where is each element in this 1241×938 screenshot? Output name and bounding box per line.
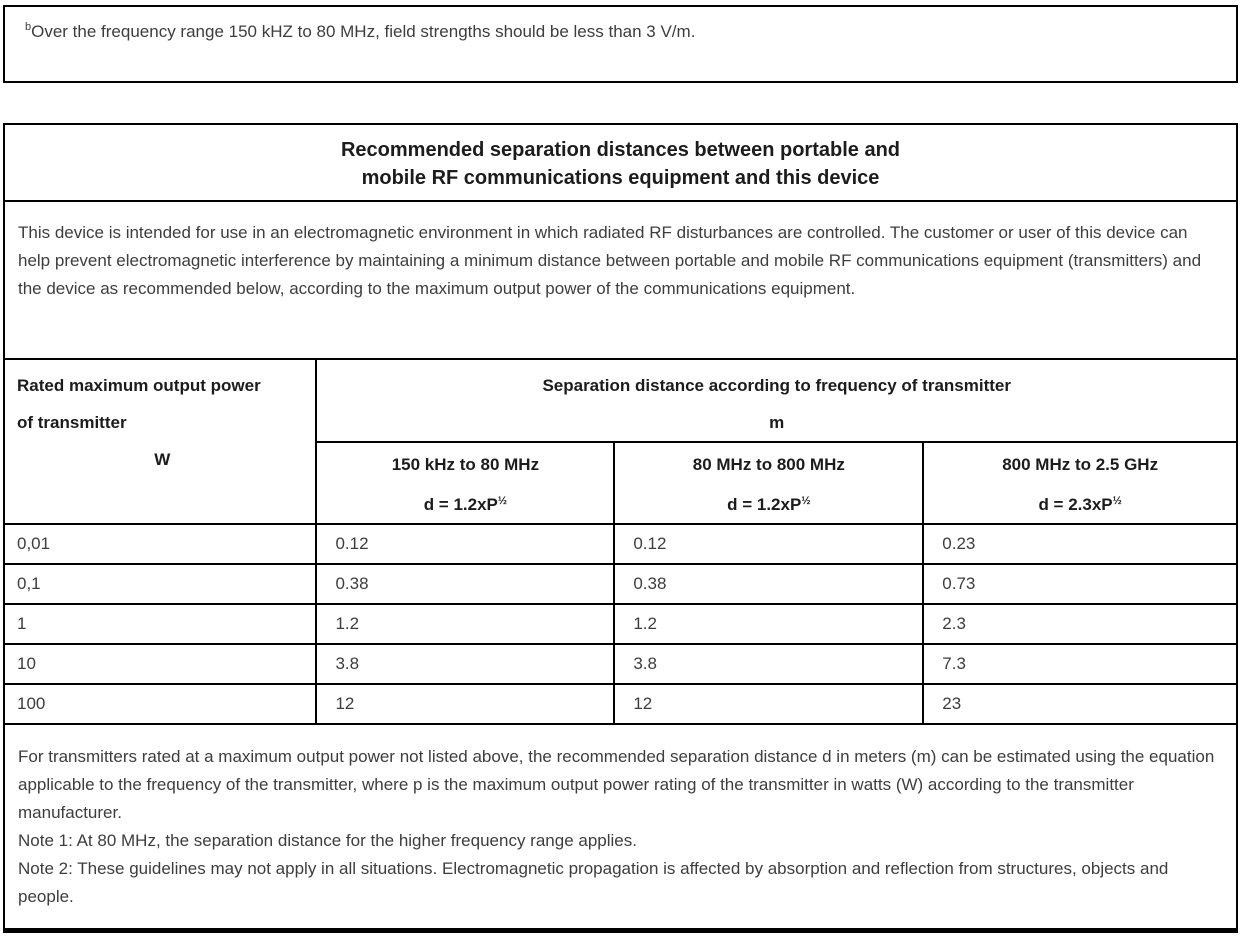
footer-note1: Note 1: At 80 MHz, the separation distance for the higher frequency range applies. bbox=[18, 831, 637, 850]
separation-distance-table bbox=[3, 123, 1238, 933]
header-separation-label: Separation distance according to frequency of transmitter bbox=[542, 376, 1011, 395]
header-separation-unit: m bbox=[769, 413, 785, 432]
table-row bbox=[5, 604, 1236, 644]
distance-cell: 0.12 bbox=[316, 524, 614, 564]
footer-paragraph: For transmitters rated at a maximum output power not listed above, the recommended separation distance d in meters (m) can be estimated using the equation applicable to the frequency of the transmitter, where p is the maximum output power rating of the transmitter in watts (W) according to the transmitter manufacturer. bbox=[18, 747, 1215, 822]
distance-cell: 1.2 bbox=[316, 604, 614, 644]
header-band-150khz-80mhz bbox=[316, 442, 614, 524]
header-separation-distance bbox=[316, 359, 1236, 442]
header-band-80mhz-800mhz bbox=[614, 442, 923, 524]
header-row-1 bbox=[5, 359, 1236, 442]
band-range: 150 kHz to 80 MHz bbox=[391, 455, 540, 474]
table-title-line2: mobile RF communications equipment and this device bbox=[361, 167, 880, 189]
formula-exponent: ½ bbox=[1112, 495, 1122, 507]
header-rated-power-line2: of transmitter bbox=[17, 413, 127, 432]
header-rated-power-unit: W bbox=[154, 450, 171, 469]
formula-base: d = 2.3xP bbox=[1038, 495, 1113, 514]
table-row bbox=[5, 524, 1236, 564]
distance-cell: 2.3 bbox=[923, 604, 1236, 644]
table-row bbox=[5, 644, 1236, 684]
band-formula bbox=[924, 483, 1236, 523]
table-row bbox=[5, 564, 1236, 604]
formula-exponent: ½ bbox=[497, 495, 508, 507]
table-title bbox=[5, 125, 1236, 202]
footnote-body: Over the frequency range 150 kHZ to 80 MHz, field strengths should be less than 3 V/m. bbox=[31, 22, 696, 41]
distance-cell: 3.8 bbox=[614, 644, 923, 684]
distance-cell: 0.38 bbox=[614, 564, 923, 604]
distance-cell: 3.8 bbox=[316, 644, 614, 684]
band-range: 800 MHz to 2.5 GHz bbox=[1002, 455, 1159, 474]
power-cell: 0,1 bbox=[5, 564, 316, 604]
footnote-text bbox=[25, 22, 695, 41]
power-cell: 0,01 bbox=[5, 524, 316, 564]
distance-cell: 0.38 bbox=[316, 564, 614, 604]
distance-cell: 7.3 bbox=[923, 644, 1236, 684]
table-row bbox=[5, 684, 1236, 724]
header-rated-power-line1: Rated maximum output power bbox=[17, 376, 261, 395]
intro-paragraph: This device is intended for use in an electromagnetic environment in which radiated RF disturbances are controlled. The customer or user of this device can help prevent electromagnetic interference by maintaining a minimum distance between portable and mobile RF communications equipment (transmitters) and the device as recommended below, according to the maximum output power of the communications equipment. bbox=[18, 223, 1202, 298]
distance-cell: 12 bbox=[614, 684, 923, 724]
power-cell: 1 bbox=[5, 604, 316, 644]
footer-note2: Note 2: These guidelines may not apply in all situations. Electromagnetic propagation is affected by absorption and reflection from structures, objects and people. bbox=[18, 859, 1169, 906]
formula-base: d = 1.2xP bbox=[423, 495, 498, 514]
distance-table bbox=[5, 358, 1236, 725]
band-formula bbox=[317, 483, 613, 523]
footnote-superscript: b bbox=[25, 21, 32, 33]
distance-cell: 23 bbox=[923, 684, 1236, 724]
distance-cell: 0.12 bbox=[614, 524, 923, 564]
power-cell: 100 bbox=[5, 684, 316, 724]
formula-base: d = 1.2xP bbox=[727, 495, 802, 514]
table-title-line1: Recommended separation distances between portable and bbox=[340, 139, 901, 161]
distance-cell: 0.23 bbox=[923, 524, 1236, 564]
table-footer bbox=[5, 725, 1236, 911]
formula-exponent: ½ bbox=[801, 495, 811, 507]
band-formula bbox=[615, 483, 922, 523]
footnote-box bbox=[3, 5, 1238, 83]
header-band-800mhz-25ghz bbox=[923, 442, 1236, 524]
distance-cell: 0.73 bbox=[923, 564, 1236, 604]
power-cell: 10 bbox=[5, 644, 316, 684]
distance-cell: 1.2 bbox=[614, 604, 923, 644]
header-rated-power bbox=[5, 359, 316, 524]
band-range: 80 MHz to 800 MHz bbox=[692, 455, 845, 474]
distance-cell: 12 bbox=[316, 684, 614, 724]
